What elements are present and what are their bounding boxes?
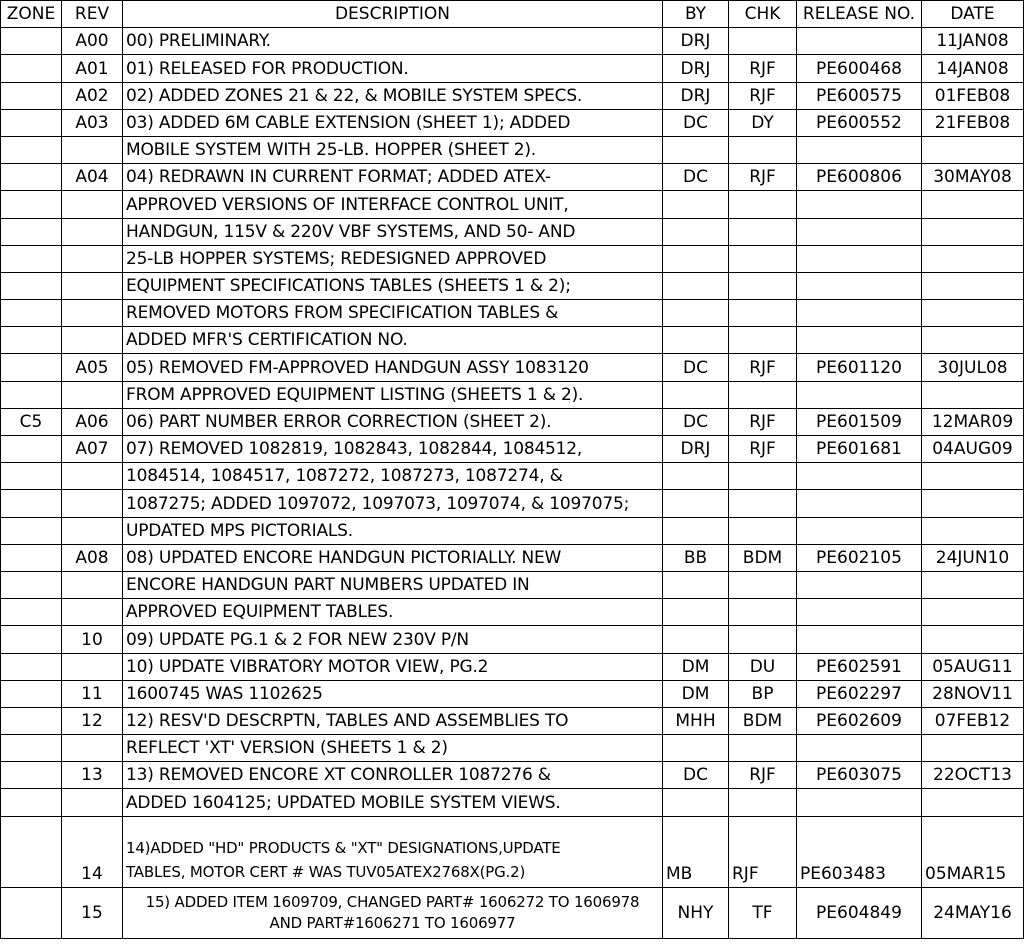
release-cell xyxy=(797,381,922,408)
release-cell: PE602609 xyxy=(797,707,922,734)
zone-cell xyxy=(1,887,62,938)
table-row xyxy=(1,544,1024,571)
rev-cell: 11 xyxy=(62,680,123,707)
release-cell xyxy=(797,463,922,490)
description-cell: REFLECT 'XT' VERSION (SHEETS 1 & 2) xyxy=(123,735,663,762)
chk-cell xyxy=(729,28,797,55)
chk-header: CHK xyxy=(729,1,797,28)
table-row xyxy=(1,109,1024,136)
zone-cell xyxy=(1,272,62,299)
by-cell: DC xyxy=(663,164,729,191)
rev-cell: 13 xyxy=(62,762,123,789)
date-cell: 05AUG11 xyxy=(922,653,1024,680)
release-cell: PE601120 xyxy=(797,354,922,381)
rev-cell xyxy=(62,272,123,299)
table-row xyxy=(1,136,1024,163)
table-row xyxy=(1,164,1024,191)
table-row xyxy=(1,789,1024,816)
by-cell: DM xyxy=(663,680,729,707)
rev-cell: 14 xyxy=(62,816,123,887)
zone-cell xyxy=(1,571,62,598)
rev-cell xyxy=(62,599,123,626)
zone-cell xyxy=(1,626,62,653)
description-cell: 1600745 WAS 1102625 xyxy=(123,680,663,707)
date-cell xyxy=(922,136,1024,163)
by-cell: DRJ xyxy=(663,436,729,463)
release-cell xyxy=(797,300,922,327)
chk-cell xyxy=(729,599,797,626)
description-cell: ADDED 1604125; UPDATED MOBILE SYSTEM VIEWS. xyxy=(123,789,663,816)
chk-cell xyxy=(729,381,797,408)
description-cell: ENCORE HANDGUN PART NUMBERS UPDATED IN xyxy=(123,571,663,598)
date-cell xyxy=(922,218,1024,245)
release-cell xyxy=(797,490,922,517)
release-cell xyxy=(797,272,922,299)
zone-cell xyxy=(1,762,62,789)
by-cell: DRJ xyxy=(663,55,729,82)
date-cell: 04AUG09 xyxy=(922,436,1024,463)
rev-cell: 15 xyxy=(62,887,123,938)
date-cell xyxy=(922,626,1024,653)
rev-cell: A07 xyxy=(62,436,123,463)
description-cell: 00) PRELIMINARY. xyxy=(123,28,663,55)
table-row xyxy=(1,354,1024,381)
zone-header: ZONE xyxy=(1,1,62,28)
description-cell xyxy=(123,816,663,887)
chk-cell: RJF xyxy=(729,354,797,381)
by-cell xyxy=(663,571,729,598)
chk-cell: RJF xyxy=(729,82,797,109)
rev-header: REV xyxy=(62,1,123,28)
by-cell xyxy=(663,789,729,816)
date-cell xyxy=(922,789,1024,816)
description-cell: 1084514, 1084517, 1087272, 1087273, 1087274, & xyxy=(123,463,663,490)
by-cell: MHH xyxy=(663,707,729,734)
chk-cell: DY xyxy=(729,109,797,136)
release-cell xyxy=(797,28,922,55)
chk-cell: RJF xyxy=(729,164,797,191)
by-cell xyxy=(663,463,729,490)
date-cell xyxy=(922,327,1024,354)
chk-cell xyxy=(729,191,797,218)
description-cell: 02) ADDED ZONES 21 & 22, & MOBILE SYSTEM SPECS. xyxy=(123,82,663,109)
zone-cell xyxy=(1,490,62,517)
table-row xyxy=(1,408,1024,435)
rev-cell: A06 xyxy=(62,408,123,435)
revision-rows xyxy=(1,28,1024,816)
release-cell xyxy=(797,735,922,762)
by-cell: DC xyxy=(663,354,729,381)
chk-cell: RJF xyxy=(729,762,797,789)
by-cell xyxy=(663,245,729,272)
table-row xyxy=(1,653,1024,680)
by-cell xyxy=(663,517,729,544)
description-cell: REMOVED MOTORS FROM SPECIFICATION TABLES & xyxy=(123,300,663,327)
description-cell: APPROVED EQUIPMENT TABLES. xyxy=(123,599,663,626)
date-cell xyxy=(922,571,1024,598)
zone-cell xyxy=(1,191,62,218)
zone-cell xyxy=(1,680,62,707)
release-cell xyxy=(797,218,922,245)
description-cell: 03) ADDED 6M CABLE EXTENSION (SHEET 1); ADDED xyxy=(123,109,663,136)
by-cell: DC xyxy=(663,408,729,435)
rev-cell: A01 xyxy=(62,55,123,82)
rev-cell xyxy=(62,653,123,680)
zone-cell xyxy=(1,28,62,55)
zone-cell xyxy=(1,436,62,463)
chk-cell: RJF xyxy=(729,816,797,887)
description-line: 15) ADDED ITEM 1609709, CHANGED PART# 1606272 TO 1606978 xyxy=(145,892,640,911)
release-cell: PE601681 xyxy=(797,436,922,463)
date-cell: 30MAY08 xyxy=(922,164,1024,191)
release-cell xyxy=(797,626,922,653)
release-cell: PE602105 xyxy=(797,544,922,571)
by-cell: MB xyxy=(663,816,729,887)
release-header: RELEASE NO. xyxy=(797,1,922,28)
description-cell: 05) REMOVED FM-APPROVED HANDGUN ASSY 1083120 xyxy=(123,354,663,381)
zone-cell xyxy=(1,789,62,816)
release-cell xyxy=(797,789,922,816)
release-cell xyxy=(797,327,922,354)
release-cell xyxy=(797,136,922,163)
table-row xyxy=(1,735,1024,762)
description-cell: 25-LB HOPPER SYSTEMS; REDESIGNED APPROVED xyxy=(123,245,663,272)
description-cell: APPROVED VERSIONS OF INTERFACE CONTROL UNIT, xyxy=(123,191,663,218)
description-cell: UPDATED MPS PICTORIALS. xyxy=(123,517,663,544)
description-cell: 01) RELEASED FOR PRODUCTION. xyxy=(123,55,663,82)
rev-cell xyxy=(62,136,123,163)
date-cell: 11JAN08 xyxy=(922,28,1024,55)
description-line: 14)ADDED "HD" PRODUCTS & "XT" DESIGNATIONS,UPDATE xyxy=(126,838,561,857)
zone-cell xyxy=(1,354,62,381)
chk-cell xyxy=(729,136,797,163)
zone-cell xyxy=(1,109,62,136)
description-cell: 08) UPDATED ENCORE HANDGUN PICTORIALLY. NEW xyxy=(123,544,663,571)
zone-cell xyxy=(1,136,62,163)
table-row xyxy=(1,626,1024,653)
by-cell xyxy=(663,626,729,653)
by-cell xyxy=(663,327,729,354)
zone-cell xyxy=(1,544,62,571)
table-row xyxy=(1,191,1024,218)
description-cell: FROM APPROVED EQUIPMENT LISTING (SHEETS 1 & 2). xyxy=(123,381,663,408)
table-row-rev-15 xyxy=(1,887,1024,938)
zone-cell xyxy=(1,517,62,544)
zone-cell xyxy=(1,245,62,272)
rev-cell: 10 xyxy=(62,626,123,653)
by-cell: DC xyxy=(663,762,729,789)
chk-cell xyxy=(729,245,797,272)
chk-cell: BP xyxy=(729,680,797,707)
table-row xyxy=(1,327,1024,354)
description-cell: HANDGUN, 115V & 220V VBF SYSTEMS, AND 50- AND xyxy=(123,218,663,245)
chk-cell xyxy=(729,463,797,490)
chk-cell xyxy=(729,789,797,816)
description-line: TABLES, MOTOR CERT # WAS TUV05ATEX2768X(PG.2) xyxy=(126,862,526,881)
rev-cell: A08 xyxy=(62,544,123,571)
release-cell xyxy=(797,517,922,544)
zone-cell xyxy=(1,327,62,354)
date-cell xyxy=(922,300,1024,327)
zone-cell xyxy=(1,735,62,762)
table-row xyxy=(1,28,1024,55)
date-cell xyxy=(922,735,1024,762)
chk-cell xyxy=(729,327,797,354)
description-cell: 07) REMOVED 1082819, 1082843, 1082844, 1084512, xyxy=(123,436,663,463)
zone-cell xyxy=(1,300,62,327)
chk-cell: TF xyxy=(729,887,797,938)
description-cell: 13) REMOVED ENCORE XT CONROLLER 1087276 & xyxy=(123,762,663,789)
rev-cell xyxy=(62,218,123,245)
description-cell: 12) RESV'D DESCRPTN, TABLES AND ASSEMBLIES TO xyxy=(123,707,663,734)
description-cell: 09) UPDATE PG.1 & 2 FOR NEW 230V P/N xyxy=(123,626,663,653)
date-cell: 21FEB08 xyxy=(922,109,1024,136)
release-cell: PE603075 xyxy=(797,762,922,789)
date-cell xyxy=(922,191,1024,218)
chk-cell xyxy=(729,218,797,245)
chk-cell xyxy=(729,490,797,517)
rev-cell xyxy=(62,381,123,408)
table-row xyxy=(1,55,1024,82)
by-cell xyxy=(663,490,729,517)
date-cell: 24MAY16 xyxy=(922,887,1024,938)
rev-cell: A04 xyxy=(62,164,123,191)
description-cell: 10) UPDATE VIBRATORY MOTOR VIEW, PG.2 xyxy=(123,653,663,680)
zone-cell xyxy=(1,463,62,490)
description-cell: 06) PART NUMBER ERROR CORRECTION (SHEET 2). xyxy=(123,408,663,435)
date-cell xyxy=(922,517,1024,544)
release-cell: PE600552 xyxy=(797,109,922,136)
by-cell: DRJ xyxy=(663,28,729,55)
release-cell xyxy=(797,599,922,626)
by-cell xyxy=(663,191,729,218)
table-row xyxy=(1,245,1024,272)
release-cell: PE600806 xyxy=(797,164,922,191)
zone-cell xyxy=(1,816,62,887)
rev-cell xyxy=(62,571,123,598)
date-cell: 05MAR15 xyxy=(922,816,1024,887)
date-header: DATE xyxy=(922,1,1024,28)
description-cell: MOBILE SYSTEM WITH 25-LB. HOPPER (SHEET 2). xyxy=(123,136,663,163)
table-row xyxy=(1,300,1024,327)
chk-cell xyxy=(729,735,797,762)
description-cell: 04) REDRAWN IN CURRENT FORMAT; ADDED ATEX- xyxy=(123,164,663,191)
chk-cell: RJF xyxy=(729,408,797,435)
description-header: DESCRIPTION xyxy=(123,1,663,28)
table-row xyxy=(1,436,1024,463)
rev-cell xyxy=(62,789,123,816)
table-row xyxy=(1,463,1024,490)
table-row xyxy=(1,272,1024,299)
table-row xyxy=(1,680,1024,707)
table-row xyxy=(1,517,1024,544)
by-cell xyxy=(663,136,729,163)
rev-cell xyxy=(62,517,123,544)
rev-cell xyxy=(62,490,123,517)
zone-cell xyxy=(1,653,62,680)
table-row xyxy=(1,82,1024,109)
table-row xyxy=(1,599,1024,626)
zone-cell xyxy=(1,707,62,734)
date-cell: 28NOV11 xyxy=(922,680,1024,707)
rev-cell xyxy=(62,300,123,327)
release-cell: PE600575 xyxy=(797,82,922,109)
description-cell: 1087275; ADDED 1097072, 1097073, 1097074, & 1097075; xyxy=(123,490,663,517)
rev-cell: 12 xyxy=(62,707,123,734)
by-cell xyxy=(663,272,729,299)
rev-cell xyxy=(62,463,123,490)
release-cell: PE603483 xyxy=(797,816,922,887)
table-row xyxy=(1,218,1024,245)
chk-cell xyxy=(729,517,797,544)
date-cell xyxy=(922,490,1024,517)
description-line: AND PART#1606271 TO 1606977 xyxy=(269,913,516,932)
table-row xyxy=(1,490,1024,517)
release-cell: PE602591 xyxy=(797,653,922,680)
date-cell: 14JAN08 xyxy=(922,55,1024,82)
by-cell: NHY xyxy=(663,887,729,938)
by-cell xyxy=(663,381,729,408)
date-cell xyxy=(922,599,1024,626)
release-cell: PE602297 xyxy=(797,680,922,707)
rev-cell: A03 xyxy=(62,109,123,136)
table-row xyxy=(1,707,1024,734)
zone-cell xyxy=(1,599,62,626)
date-cell: 24JUN10 xyxy=(922,544,1024,571)
by-cell xyxy=(663,735,729,762)
by-cell xyxy=(663,599,729,626)
release-cell xyxy=(797,191,922,218)
date-cell xyxy=(922,245,1024,272)
table-row xyxy=(1,571,1024,598)
chk-cell: RJF xyxy=(729,55,797,82)
rev-cell: A02 xyxy=(62,82,123,109)
zone-cell xyxy=(1,164,62,191)
description-cell: ADDED MFR'S CERTIFICATION NO. xyxy=(123,327,663,354)
by-header: BY xyxy=(663,1,729,28)
rev-cell: A05 xyxy=(62,354,123,381)
table-row-rev-14 xyxy=(1,816,1024,887)
description-cell: EQUIPMENT SPECIFICATIONS TABLES (SHEETS 1 & 2); xyxy=(123,272,663,299)
chk-cell xyxy=(729,300,797,327)
release-cell: PE601509 xyxy=(797,408,922,435)
zone-cell xyxy=(1,55,62,82)
release-cell xyxy=(797,571,922,598)
chk-cell: DU xyxy=(729,653,797,680)
chk-cell xyxy=(729,571,797,598)
date-cell: 30JUL08 xyxy=(922,354,1024,381)
zone-cell: C5 xyxy=(1,408,62,435)
rev-cell xyxy=(62,327,123,354)
rev-cell xyxy=(62,191,123,218)
by-cell: BB xyxy=(663,544,729,571)
release-cell xyxy=(797,245,922,272)
date-cell: 07FEB12 xyxy=(922,707,1024,734)
date-cell xyxy=(922,381,1024,408)
rev-cell xyxy=(62,735,123,762)
date-cell: 01FEB08 xyxy=(922,82,1024,109)
chk-cell: BDM xyxy=(729,707,797,734)
by-cell: DRJ xyxy=(663,82,729,109)
date-cell xyxy=(922,272,1024,299)
by-cell xyxy=(663,218,729,245)
by-cell: DM xyxy=(663,653,729,680)
chk-cell xyxy=(729,272,797,299)
table-row xyxy=(1,762,1024,789)
rev-cell xyxy=(62,245,123,272)
date-cell: 22OCT13 xyxy=(922,762,1024,789)
table-row xyxy=(1,381,1024,408)
chk-cell xyxy=(729,626,797,653)
chk-cell: BDM xyxy=(729,544,797,571)
zone-cell xyxy=(1,82,62,109)
by-cell xyxy=(663,300,729,327)
zone-cell xyxy=(1,218,62,245)
by-cell: DC xyxy=(663,109,729,136)
description-cell xyxy=(123,887,663,938)
release-cell: PE604849 xyxy=(797,887,922,938)
release-cell: PE600468 xyxy=(797,55,922,82)
rev-cell: A00 xyxy=(62,28,123,55)
date-cell xyxy=(922,463,1024,490)
header-row xyxy=(1,1,1024,28)
chk-cell: RJF xyxy=(729,436,797,463)
zone-cell xyxy=(1,381,62,408)
date-cell: 12MAR09 xyxy=(922,408,1024,435)
